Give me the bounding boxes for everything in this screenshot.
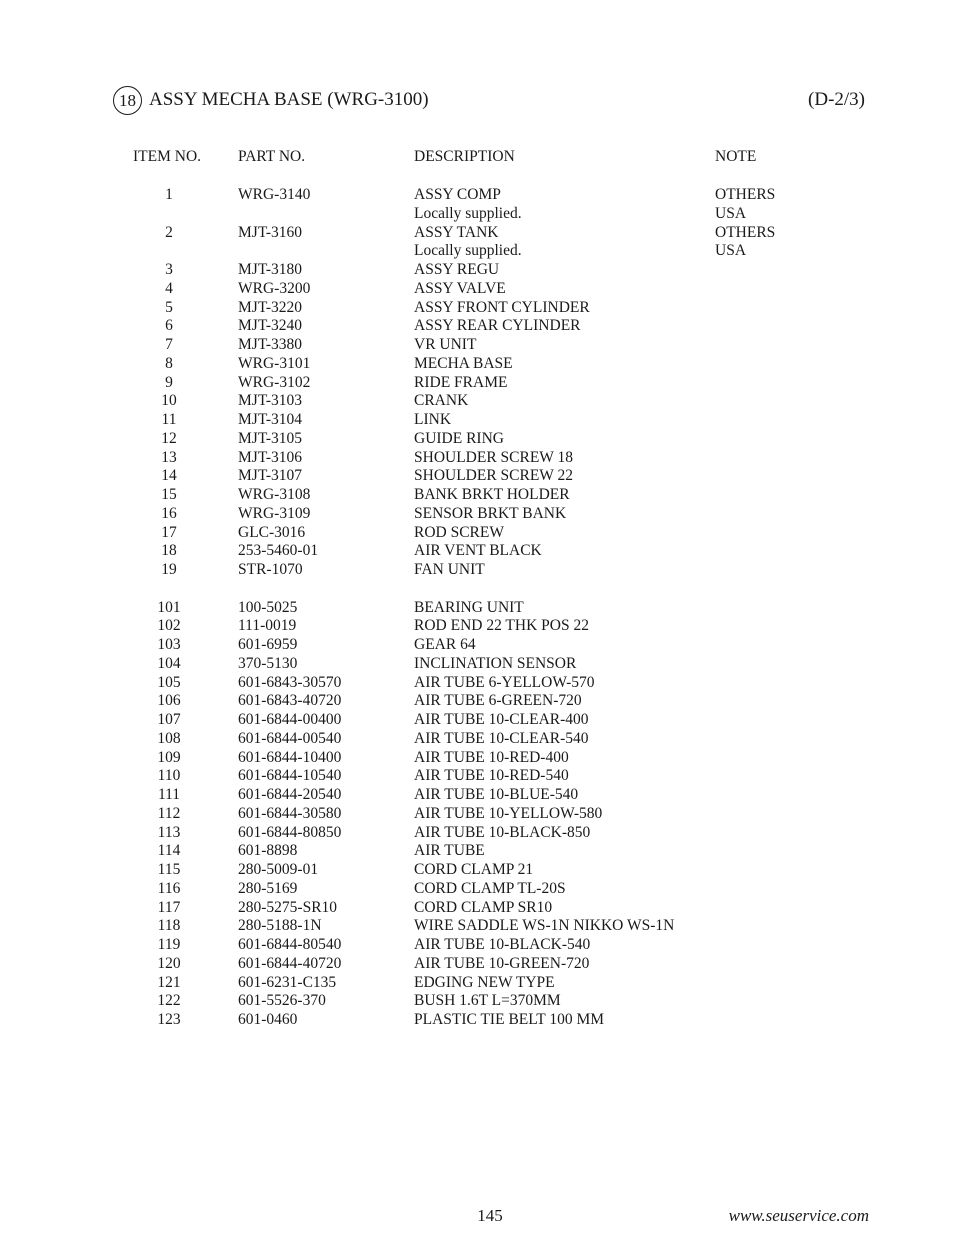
part-no-cell: 280-5188-1N — [238, 917, 322, 935]
part-no-cell: 601-6844-30580 — [238, 804, 342, 822]
description-cell: ASSY COMP — [414, 186, 501, 203]
part-no-cell: WRG-3101 — [238, 354, 311, 372]
description-cell: MECHA BASE — [414, 354, 513, 372]
description-cell: AIR TUBE 10-RED-540 — [414, 767, 569, 785]
item-no-cell: 6 — [165, 317, 173, 335]
item-no-cell: 1 — [165, 186, 173, 203]
item-no-cell: 11 — [161, 411, 177, 428]
description-cell: ASSY REGU — [414, 261, 500, 278]
part-no-cell: WRG-3109 — [238, 504, 311, 522]
part-no-cell: 280-5169 — [238, 879, 298, 897]
description-cell: AIR TUBE 6-YELLOW-570 — [414, 673, 595, 691]
part-no-cell: 280-5009-01 — [238, 861, 319, 878]
item-no-cell: 8 — [165, 354, 173, 372]
part-no-cell: 601-6844-80540 — [238, 936, 342, 953]
description-cell: AIR TUBE 10-BLUE-540 — [414, 786, 579, 803]
column-header-part-no: PART NO. — [238, 148, 306, 165]
item-no-cell: 106 — [157, 692, 181, 710]
description-cell: Locally supplied. — [414, 242, 522, 260]
item-no-cell: 102 — [157, 617, 181, 635]
part-no-cell: WRG-3108 — [238, 486, 311, 503]
part-no-cell: MJT-3105 — [238, 429, 303, 447]
website-url: www.seuservice.com — [728, 1206, 869, 1225]
description-cell: RIDE FRAME — [414, 373, 508, 391]
description-cell: ROD END 22 THK POS 22 — [414, 617, 589, 635]
description-cell: GUIDE RING — [414, 429, 504, 447]
item-no-cell: 118 — [157, 917, 181, 935]
part-no-cell: 601-6844-00400 — [238, 711, 342, 728]
description-cell: ROD SCREW — [414, 523, 504, 541]
description-cell: SENSOR BRKT BANK — [414, 504, 567, 522]
item-no-cell: 4 — [165, 279, 173, 297]
item-no-cell: 3 — [165, 261, 173, 278]
item-no-cell: 107 — [157, 711, 181, 728]
item-no-cell: 113 — [157, 823, 181, 841]
item-no-cell: 7 — [165, 336, 173, 353]
item-no-cell: 10 — [161, 392, 177, 410]
note-cell: USA — [715, 242, 747, 260]
item-no-cell: 101 — [157, 598, 181, 616]
description-cell: AIR VENT BLACK — [414, 542, 542, 560]
description-cell: SHOULDER SCREW 22 — [414, 467, 574, 485]
note-cell: OTHERS — [715, 223, 776, 241]
item-no-cell: 119 — [157, 936, 181, 953]
description-cell: AIR TUBE 10-CLEAR-400 — [414, 711, 589, 728]
item-no-cell: 16 — [161, 504, 177, 522]
item-no-cell: 5 — [165, 298, 173, 316]
item-no-cell: 121 — [157, 973, 181, 991]
description-cell: Locally supplied. — [414, 204, 522, 222]
item-no-cell: 2 — [165, 223, 173, 241]
part-no-cell: WRG-3200 — [238, 279, 311, 297]
part-no-cell: 601-6231-C135 — [238, 973, 337, 991]
item-no-cell: 123 — [157, 1011, 181, 1028]
part-no-cell: MJT-3107 — [238, 467, 303, 485]
item-no-cell: 116 — [157, 879, 181, 897]
description-cell: AIR TUBE 6-GREEN-720 — [414, 692, 582, 710]
item-no-cell: 18 — [161, 542, 177, 560]
item-no-cell: 108 — [157, 729, 181, 747]
description-cell: CORD CLAMP 21 — [414, 861, 534, 878]
description-cell: SHOULDER SCREW 18 — [414, 448, 574, 466]
description-cell: LINK — [414, 411, 452, 428]
description-cell: WIRE SADDLE WS-1N NIKKO WS-1N — [414, 917, 675, 935]
part-no-cell: MJT-3180 — [238, 261, 303, 278]
column-header-description: DESCRIPTION — [414, 148, 515, 165]
description-cell: AIR TUBE — [414, 842, 485, 860]
item-no-cell: 17 — [161, 523, 177, 541]
description-cell: BANK BRKT HOLDER — [414, 486, 570, 503]
item-no-cell: 109 — [157, 748, 181, 766]
part-no-cell: MJT-3220 — [238, 298, 303, 316]
part-no-cell: 253-5460-01 — [238, 542, 319, 560]
part-no-cell: GLC-3016 — [238, 523, 306, 541]
part-no-cell: 370-5130 — [238, 654, 298, 672]
part-no-cell: 601-6844-10540 — [238, 767, 342, 785]
item-no-cell: 110 — [157, 767, 181, 785]
section-header — [113, 86, 865, 116]
part-no-cell: 601-6843-40720 — [238, 692, 342, 710]
part-no-cell: 601-6844-20540 — [238, 786, 342, 803]
description-cell: GEAR 64 — [414, 636, 476, 653]
item-no-cell: 105 — [157, 673, 181, 691]
part-no-cell: 100-5025 — [238, 598, 298, 616]
section-number-badge: 18 — [113, 86, 142, 115]
description-cell: PLASTIC TIE BELT 100 MM — [414, 1011, 605, 1028]
part-no-cell: 601-0460 — [238, 1011, 298, 1028]
description-cell: AIR TUBE 10-RED-400 — [414, 748, 569, 766]
part-no-cell: 111-0019 — [238, 617, 297, 635]
item-no-cell: 13 — [161, 448, 177, 466]
part-no-cell: 280-5275-SR10 — [238, 898, 338, 916]
description-cell: FAN UNIT — [414, 561, 485, 578]
part-no-cell: 601-6959 — [238, 636, 298, 653]
description-cell: INCLINATION SENSOR — [414, 654, 577, 672]
part-no-cell: 601-6844-80850 — [238, 823, 342, 841]
item-no-cell: 112 — [157, 804, 181, 822]
description-cell: AIR TUBE 10-GREEN-720 — [414, 954, 590, 972]
section-title: ASSY MECHA BASE (WRG-3100) — [149, 89, 429, 110]
part-no-cell: 601-6844-10400 — [238, 748, 342, 766]
page-number: 145 — [477, 1206, 503, 1225]
description-cell: ASSY FRONT CYLINDER — [414, 298, 590, 316]
part-no-cell: 601-6844-00540 — [238, 729, 342, 747]
part-no-cell: MJT-3103 — [238, 392, 303, 410]
item-no-cell: 104 — [157, 654, 181, 672]
item-no-cell: 111 — [157, 786, 181, 803]
part-no-cell: 601-6843-30570 — [238, 673, 342, 691]
item-no-cell: 103 — [157, 636, 181, 653]
part-no-cell: WRG-3102 — [238, 373, 311, 391]
description-cell: AIR TUBE 10-YELLOW-580 — [414, 804, 603, 822]
part-no-cell: MJT-3380 — [238, 336, 303, 353]
item-no-cell: 15 — [161, 486, 177, 503]
description-cell: BUSH 1.6T L=370MM — [414, 992, 561, 1010]
item-no-cell: 114 — [157, 842, 181, 860]
description-cell: EDGING NEW TYPE — [414, 973, 555, 991]
part-no-cell: MJT-3106 — [238, 448, 303, 466]
part-no-cell: WRG-3140 — [238, 186, 311, 203]
part-no-cell: MJT-3160 — [238, 223, 303, 241]
part-no-cell: 601-8898 — [238, 842, 298, 860]
column-header-note: NOTE — [715, 148, 757, 165]
note-cell: USA — [715, 204, 747, 222]
description-cell: ASSY VALVE — [414, 279, 506, 297]
item-no-cell: 120 — [157, 954, 181, 972]
part-no-cell: 601-5526-370 — [238, 992, 326, 1010]
description-cell: ASSY REAR CYLINDER — [414, 317, 581, 335]
description-cell: AIR TUBE 10-CLEAR-540 — [414, 729, 589, 747]
part-no-cell: MJT-3240 — [238, 317, 303, 335]
part-no-cell: 601-6844-40720 — [238, 954, 342, 972]
item-no-cell: 9 — [165, 373, 173, 391]
item-no-cell: 19 — [161, 561, 177, 578]
description-cell: BEARING UNIT — [414, 598, 524, 616]
description-cell: AIR TUBE 10-BLACK-540 — [414, 936, 591, 953]
note-cell: OTHERS — [715, 186, 776, 203]
description-cell: CORD CLAMP TL-20S — [414, 879, 566, 897]
part-no-cell: STR-1070 — [238, 561, 303, 578]
page-reference: (D-2/3) — [808, 89, 865, 110]
item-no-cell: 14 — [161, 467, 177, 485]
item-no-cell: 12 — [161, 429, 177, 447]
description-cell: ASSY TANK — [414, 223, 499, 241]
part-no-cell: MJT-3104 — [238, 411, 303, 428]
item-no-cell: 117 — [157, 898, 181, 916]
item-no-cell: 122 — [157, 992, 181, 1010]
description-cell: CORD CLAMP SR10 — [414, 898, 553, 916]
description-cell: AIR TUBE 10-BLACK-850 — [414, 823, 591, 841]
column-header-item-no: ITEM NO. — [133, 148, 202, 165]
description-cell: CRANK — [414, 392, 469, 410]
item-no-cell: 115 — [157, 861, 181, 878]
description-cell: VR UNIT — [414, 336, 477, 353]
